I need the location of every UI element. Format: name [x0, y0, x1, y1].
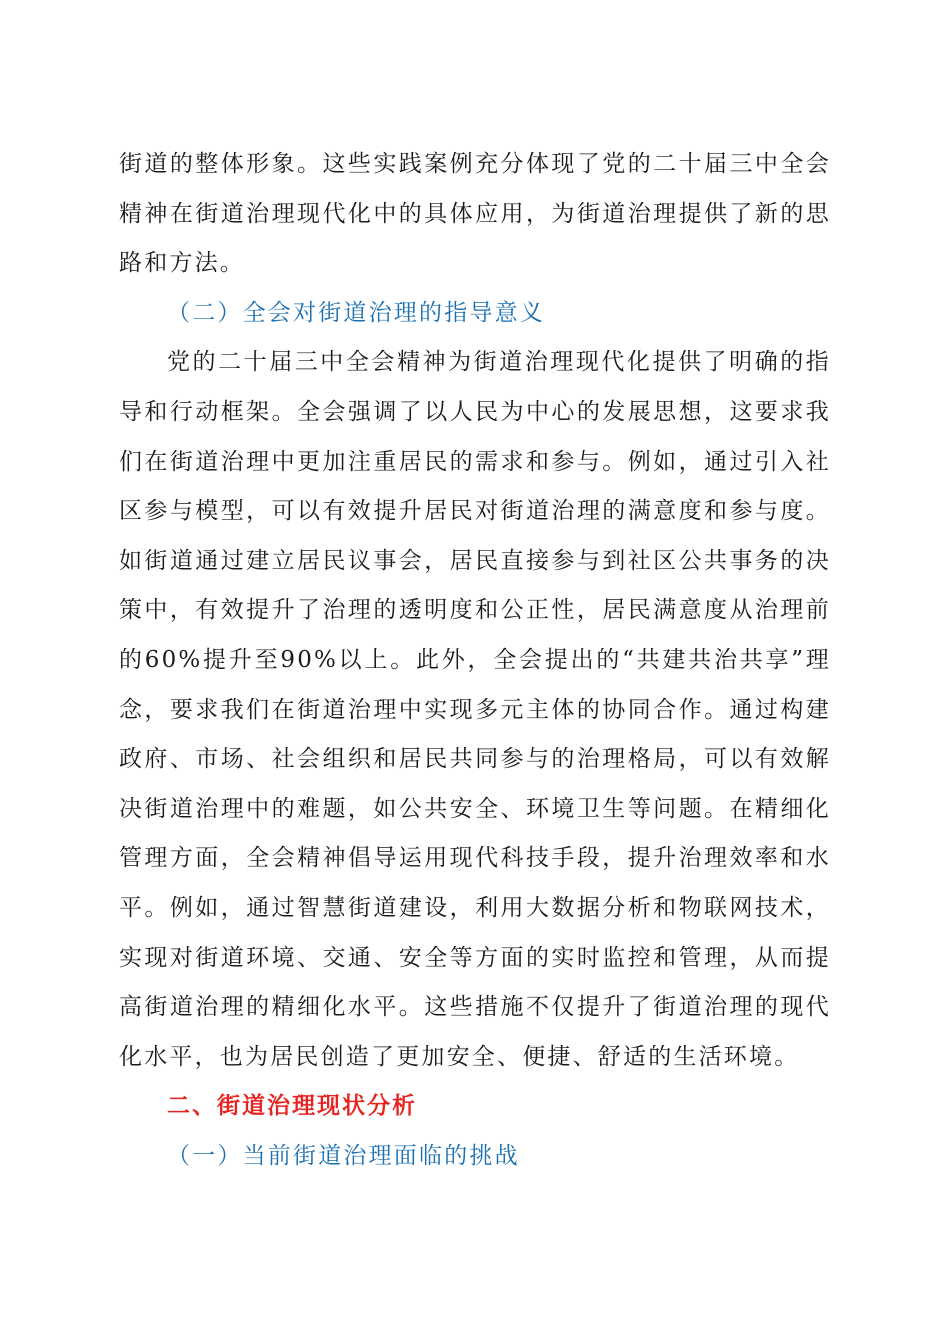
subheading: （二）全会对街道治理的指导意义 [167, 299, 545, 326]
body-paragraph: 街道的整体形象。这些实践案例充分体现了党的二十届三中全会精神在街道治理现代化中的具体应用，为街道治理提供了新的思路和方法。 [119, 151, 831, 277]
body-paragraph: 党的二十届三中全会精神为街道治理现代化提供了明确的指导和行动框架。全会强调了以人民为中心的发展思想，这要求我们在街道治理中更加注重居民的需求和参与。例如，通过引入社区参与模型，可以有效提升居民对街道治理的满意度和参与度。如街道通过建立居民议事会，居民直接参与到社区公共事务的决策中，有效提升了治理的透明度和公正性，居民满意度从治理前的60%提升至90%以上。此外，全会提出的“共建共治共享”理念，要求我们在街道治理中实现多元主体的协同合作。通过构建政府、市场、社会组织和居民共同参与的治理格局，可以有效解决街道治理中的难题，如公共安全、环境卫生等问题。在精细化管理方面，全会精神倡导运用现代科技手段，提升治理效率和水平。例如，通过智慧街道建设，利用大数据分析和物联网技术，实现对街道环境、交通、安全等方面的实时监控和管理，从而提高街道治理的精细化水平。这些措施不仅提升了街道治理的现代化水平，也为居民创造了更加安全、便捷、舒适的生活环境。 [119, 349, 831, 1070]
section-heading: 二、街道治理现状分析 [167, 1093, 417, 1120]
subheading: （一）当前街道治理面临的挑战 [167, 1142, 520, 1169]
document-content [119, 140, 831, 1181]
